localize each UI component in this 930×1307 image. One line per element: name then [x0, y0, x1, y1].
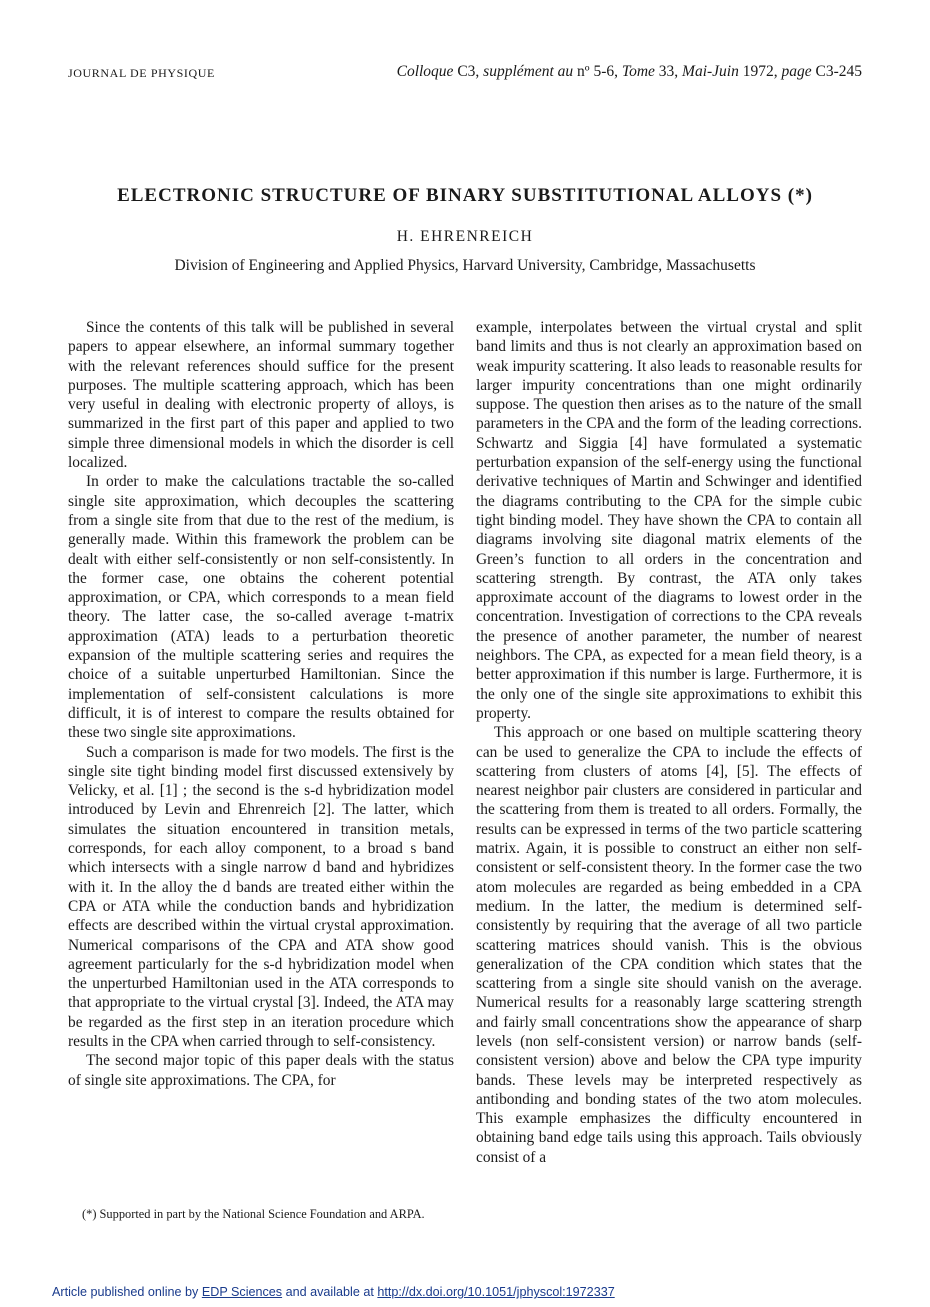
tome-number: 33,: [658, 63, 679, 80]
issue-citation: [397, 63, 862, 81]
colloque-code: C3,: [457, 63, 480, 80]
body-paragraph: example, interpolates between the virtual crystal and split band limits and thus is not clearly an approximation based on weak impurity scattering. It also leads to reasonable results for larger impurity concentrations than one might ordinarily suppose. The question then arises as to the nature of the small parameters in the CPA and the form of the leading corrections. Schwartz and Siggia [4] have formulated a systematic perturbation expansion of the self-energy using the functional derivative techniques of Martin and Schwinger and identified the diagrams contributing to the CPA for the simple cubic tight binding model. They have shown the CPA to contain all diagrams involving site diagonal matrix elements of the Green’s function to all orders in the concentration and scattering strength. By contrast, the ATA only takes approximate account of the diagrams to lowest order in the concentration. Investigation of corrections to the CPA reveals the presence of another parameter, the number of nearest neighbors. The CPA, as expected for a mean field theory, is a better approximation if this number is large. Furthermore, it is the only one of the single site approximations to exhibit this property.: [476, 319, 862, 722]
body-paragraph: This approach or one based on multiple scattering theory can be used to generalize the CPA to include the effects of scattering from clusters of atoms [4], [5]. The effects of nearest neighbor pair clusters are considered in particular and the scattering from them is treated to all orders. Formally, the results can be expressed in terms of the two particle scattering matrix. Again, it is possible to construct an either non self-consistent or self-consistent theory. In the former case the two atom molecules are regarded as being embedded in a CPA medium. In the latter, the medium is determined self-consistently by requiring that the average of all two particle scattering matrices should vanish. This is the obvious generalization of the CPA condition which states that the scattering from a single site should vanish on the average. Numerical results for a reasonably large scattering strength and fairly small concentrations show the appearance of sharp levels (non self-consistent version) or narrow bands (self-consistent version) above and below the CPA type impurity bands. These levels may be interpreted respectively as antibonding and bonding states of the two atom molecules. This example emphasizes the difficulty encountered in obtaining band edge tails using this approach. Tails obviously consist of a: [476, 724, 862, 1166]
paper-title: ELECTRONIC STRUCTURE OF BINARY SUBSTITUTIONAL ALLOYS (*): [117, 185, 813, 206]
issue-number: nº 5-6,: [577, 63, 618, 80]
tome-label: Tome: [621, 63, 655, 80]
issue-months: Mai-Juin: [682, 63, 739, 80]
right-column: [476, 318, 862, 1167]
notice-prefix: Article published online by: [52, 1285, 199, 1299]
body-paragraph: Since the contents of this talk will be published in several papers to appear elsewhere, an informal summary together with the relevant references should suffice for the present purposes. The multiple scattering approach, which has been very useful in dealing with electronic property of alloys, is summarized in the first part of this paper and applied to two simple three dimensional models in which the disorder is cell localized.: [68, 319, 454, 472]
body-paragraph: The second major topic of this paper deals with the status of single site approximations. The CPA, for: [68, 1052, 454, 1089]
page-number: C3-245: [815, 63, 862, 80]
left-column: [68, 318, 454, 1090]
footnote: [68, 1206, 454, 1223]
notice-middle: and available at: [285, 1285, 374, 1299]
colloque-label: Colloque: [396, 63, 454, 80]
page-label: page: [781, 63, 812, 80]
footnote-text: (*) Supported in part by the National Science Foundation and ARPA.: [82, 1207, 425, 1221]
supplement-label: supplément au: [483, 63, 574, 80]
body-paragraph: In order to make the calculations tractable the so-called single site approximation, which decouples the scattering from a single site from that due to the rest of the medium, is generally made. Within this framework the problem can be dealt with either self-consistently or non self-consistently. In the former case, one obtains the coherent potential approximation, or CPA, which corresponds to a mean field theory. The latter case, the so-called average t-matrix approximation (ATA) leads to a perturbation theoretic expansion of the multiple scattering series and requires the choice of a suitable unperturbed Hamiltonian. Since the implementation of self-consistent calculations is more difficult, it is of interest to compare the results obtained for these two single site approximations.: [68, 473, 454, 742]
author-affiliation: Division of Engineering and Applied Physics, Harvard University, Cambridge, Massachusetts: [174, 257, 756, 274]
issue-year: 1972,: [742, 63, 778, 80]
publication-notice: [52, 1285, 615, 1299]
author-name: H. EHRENREICH: [396, 228, 534, 245]
body-paragraph: Such a comparison is made for two models. The first is the single site tight binding model first discussed extensively by Velicky, et al. [1] ; the second is the s-d hybridization model introduced by Levin and Ehrenreich [2]. The latter, which simulates the situation encountered in transition metals, corresponds, for each alloy component, to a broad s band which intersects with a single narrow d band and hybridizes with it. In the alloy the d bands are treated either within the CPA or ATA while the conduction bands and hybridization effects are described within the virtual crystal approximation. Numerical comparisons of the CPA and ATA show good agreement particularly for the s-d hybridization model when the unperturbed Hamiltonian used in the ATA corresponds to that appropriate to the virtual crystal [3]. Indeed, the ATA may be regarded as the first step in an iteration procedure which results in the CPA when carried through to self-consistency.: [68, 743, 454, 1050]
publisher-link[interactable]: EDP Sciences: [201, 1285, 283, 1299]
journal-name: JOURNAL DE PHYSIQUE: [68, 66, 215, 80]
doi-link[interactable]: http://dx.doi.org/10.1051/jphyscol:1972337: [377, 1285, 615, 1299]
